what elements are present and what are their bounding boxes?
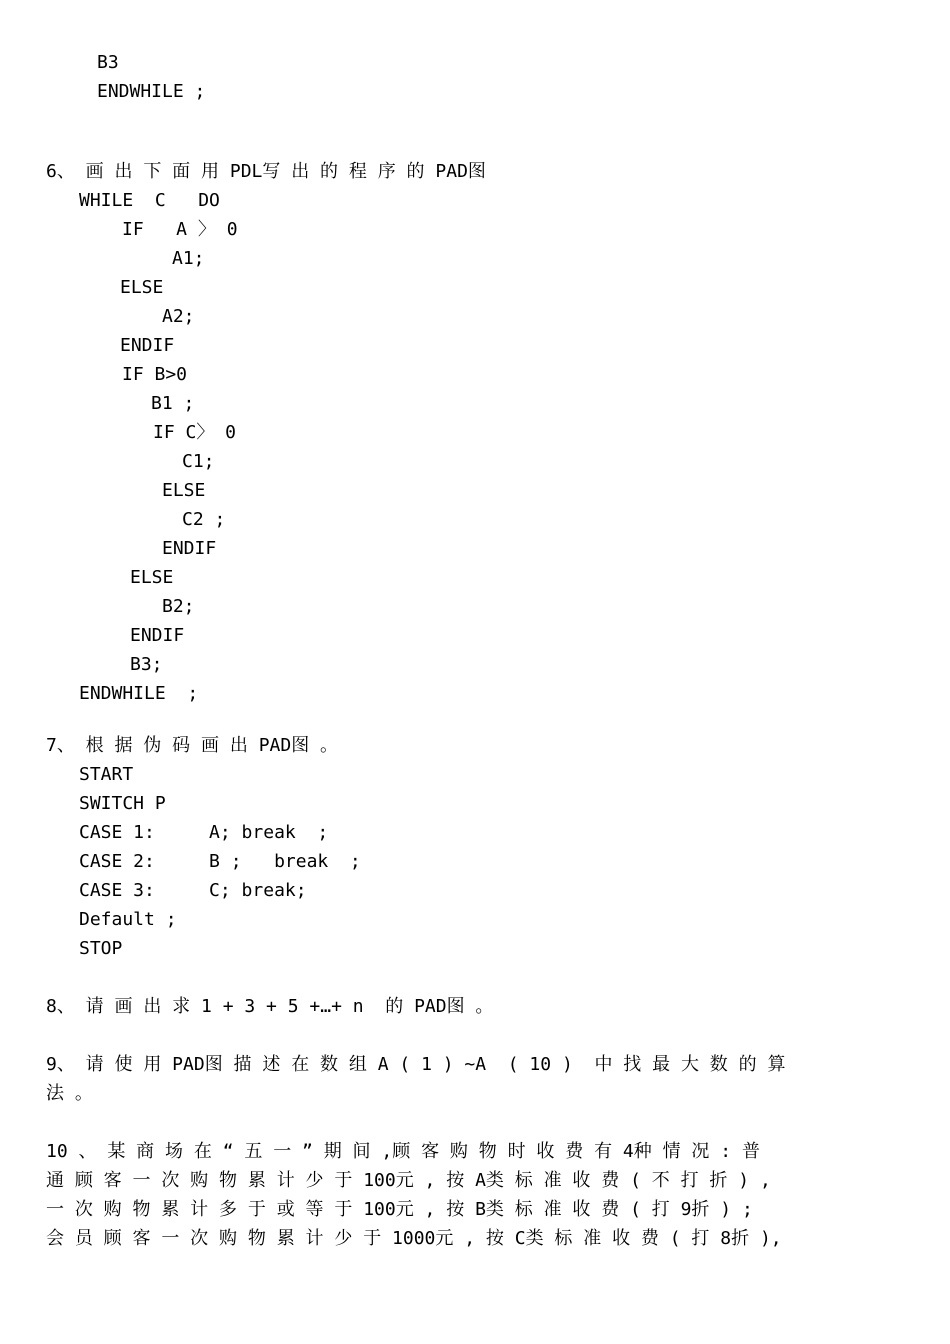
code-line: C1; [182, 451, 215, 472]
question-7-title: 7、 根 据 伪 码 画 出 PAD图 。 [46, 735, 339, 756]
code-line: IF C〉 0 [153, 422, 237, 443]
code-line: ELSE [120, 277, 164, 298]
code-line: ENDWHILE ; [79, 683, 199, 704]
question-10-line-2: 通 顾 客 一 次 购 物 累 计 少 于 100元 , 按 A类 标 准 收 费 ( 不 打 折 ) , [46, 1170, 771, 1191]
code-line: A1; [172, 248, 205, 269]
code-line: CASE 1: A; break ; [79, 822, 329, 843]
question-10-line-3: 一 次 购 物 累 计 多 于 或 等 于 100元 , 按 B类 标 准 收 费 ( 打 9折 ) ; [46, 1199, 753, 1220]
code-line: ENDWHILE ; [97, 81, 206, 102]
question-8-title: 8、 请 画 出 求 1 + 3 + 5 +…+ n 的 PAD图 。 [46, 996, 494, 1017]
code-line: B3; [130, 654, 163, 675]
code-line: B2; [162, 596, 195, 617]
code-line: SWITCH P [79, 793, 166, 814]
code-line: C2 ; [182, 509, 226, 530]
code-line: WHILE C DO [79, 190, 220, 211]
code-line: IF A 〉 0 [122, 219, 238, 240]
code-line: ELSE [162, 480, 206, 501]
question-10-line-4: 会 员 顾 客 一 次 购 物 累 计 少 于 1000元 , 按 C类 标 准 收 费 ( 打 8折 ), [46, 1228, 782, 1249]
code-line: IF B>0 [122, 364, 188, 385]
code-line: B1 ; [151, 393, 195, 414]
code-line: Default ; [79, 909, 177, 930]
code-line: CASE 2: B ; break ; [79, 851, 361, 872]
question-9-line-2: 法 。 [46, 1083, 93, 1104]
code-line: ENDIF [162, 538, 217, 559]
code-line: START [79, 764, 134, 785]
question-10-line-1: 10 、 某 商 场 在 “ 五 一 ” 期 间 ,顾 客 购 物 时 收 费 有 4种 情 况 : 普 [46, 1141, 760, 1162]
question-6-title: 6、 画 出 下 面 用 PDL写 出 的 程 序 的 PAD图 [46, 161, 486, 182]
code-line: ENDIF [130, 625, 185, 646]
code-line: B3 [97, 52, 119, 73]
code-line: STOP [79, 938, 123, 959]
code-line: A2; [162, 306, 195, 327]
code-line: ENDIF [120, 335, 175, 356]
question-9-line-1: 9、 请 使 用 PAD图 描 述 在 数 组 A ( 1 ) ~A ( 10 ) 中 找 最 大 数 的 算 [46, 1054, 786, 1075]
code-line: CASE 3: C; break; [79, 880, 307, 901]
code-line: ELSE [130, 567, 174, 588]
